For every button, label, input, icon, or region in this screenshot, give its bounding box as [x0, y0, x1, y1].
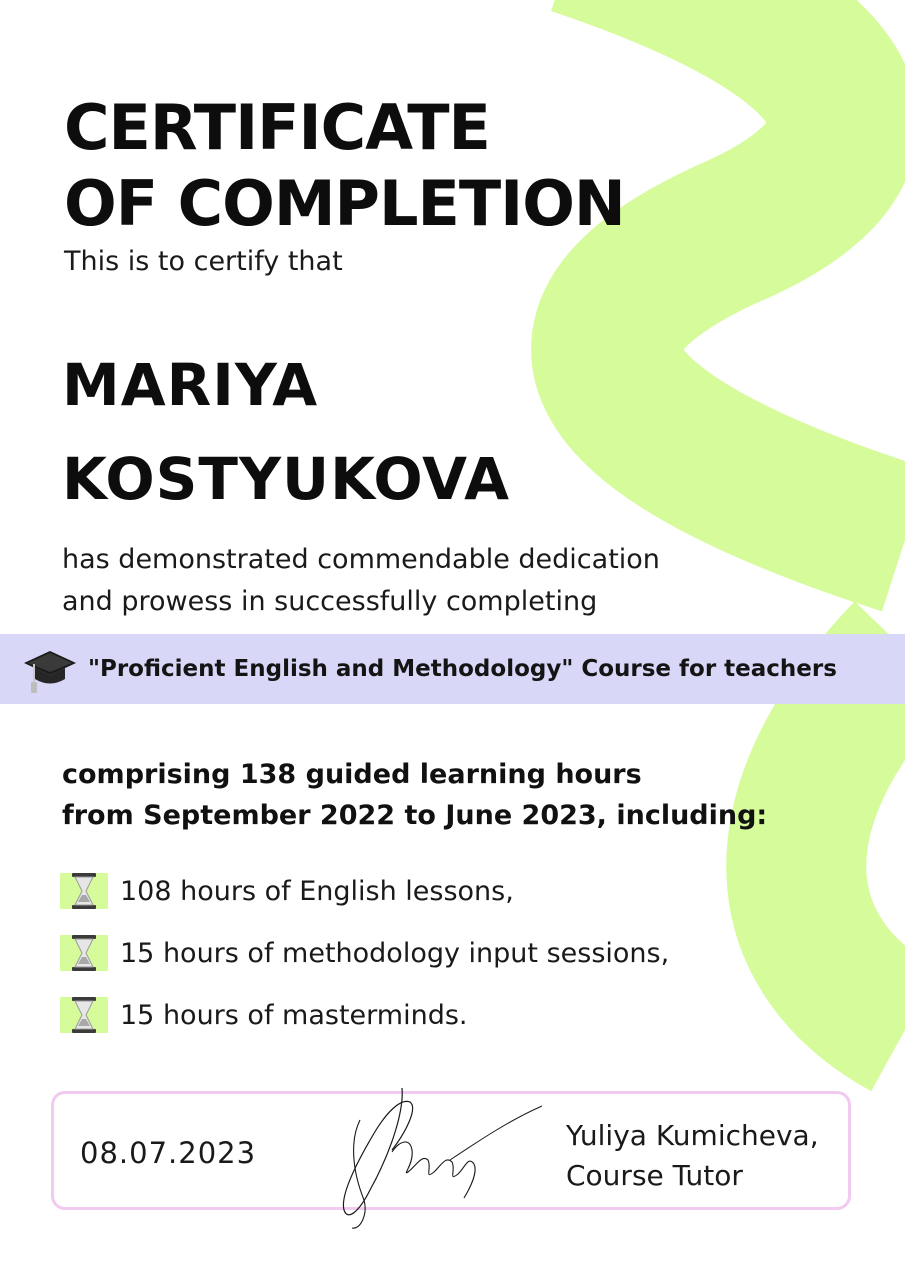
list-item-text: 108 hours of English lessons,	[120, 875, 514, 907]
recipient-first-name: MARIYA	[62, 351, 319, 419]
description-line-1: has demonstrated commendable dedication	[62, 544, 660, 575]
intro-text: This is to certify that	[64, 246, 343, 277]
tutor-signature-block	[566, 1116, 819, 1196]
recipient-name	[62, 338, 510, 526]
hourglass-icon	[60, 933, 108, 973]
list-item-text: 15 hours of masterminds.	[120, 999, 468, 1031]
hours-breakdown-list	[60, 860, 669, 1046]
summary-line-2: from September 2022 to June 2023, including:	[62, 800, 768, 831]
description-line-2: and prowess in successfully completing	[62, 586, 598, 617]
title-line-1: CERTIFICATE	[64, 91, 490, 164]
graduation-cap-icon	[22, 641, 78, 697]
course-banner	[0, 634, 905, 704]
tutor-role: Course Tutor	[566, 1159, 743, 1192]
hourglass-icon	[60, 995, 108, 1035]
issue-date: 08.07.2023	[80, 1136, 257, 1170]
description	[62, 539, 660, 623]
hourglass-icon	[60, 871, 108, 911]
course-title: "Proficient English and Methodology" Course for teachers	[88, 656, 837, 682]
list-item	[60, 984, 669, 1046]
hours-summary	[62, 754, 767, 836]
list-item-text: 15 hours of methodology input sessions,	[120, 937, 670, 969]
recipient-last-name: KOSTYUKOVA	[62, 445, 511, 513]
handwritten-signature	[330, 1080, 550, 1240]
list-item	[60, 860, 669, 922]
list-item	[60, 922, 669, 984]
title-line-2: OF COMPLETION	[64, 167, 625, 240]
summary-line-1: comprising 138 guided learning hours	[62, 759, 642, 790]
certificate-title	[64, 90, 625, 242]
tutor-name: Yuliya Kumicheva,	[566, 1119, 819, 1152]
